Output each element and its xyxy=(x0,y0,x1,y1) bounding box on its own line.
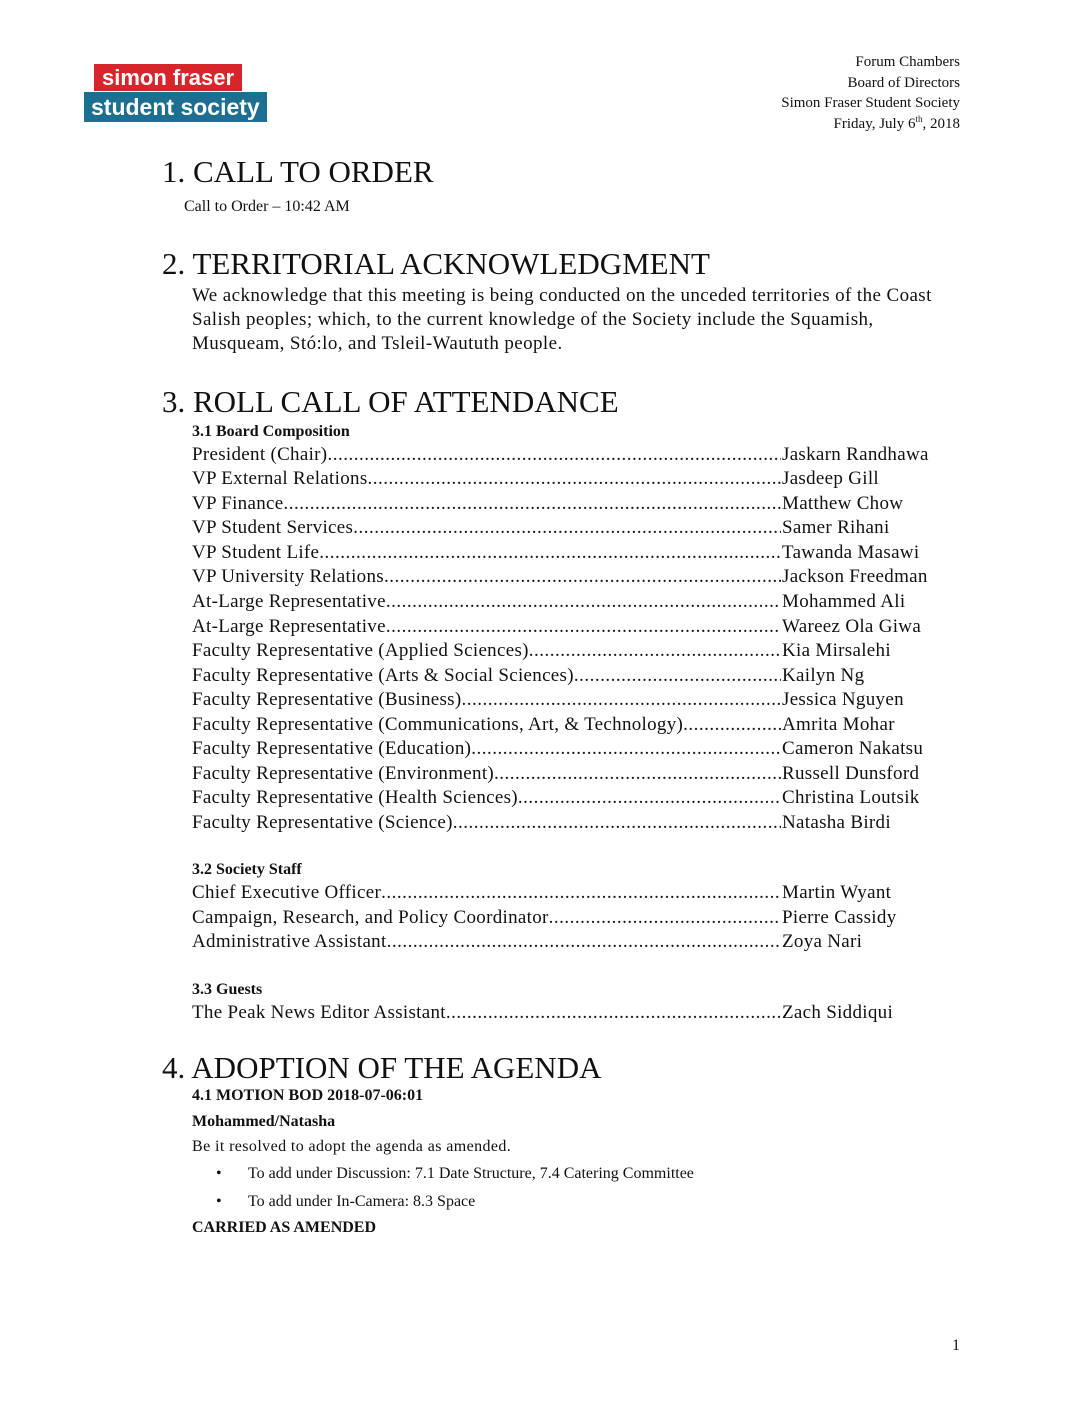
section-heading-territorial: 2. TERRITORIAL ACKNOWLEDGMENT xyxy=(162,246,710,281)
roster-name: Amrita Mohar xyxy=(782,714,895,735)
dot-leader xyxy=(353,516,781,540)
roster-name: Martin Wyant xyxy=(782,882,892,903)
roster-row xyxy=(192,786,952,810)
roster-name: Zoya Nari xyxy=(782,931,863,952)
motion-text: Be it resolved to adopt the agenda as amended. xyxy=(192,1138,512,1155)
dot-leader xyxy=(384,565,781,589)
roster-name: Jasdeep Gill xyxy=(782,468,879,489)
dot-leader xyxy=(453,811,781,835)
roster-role: Faculty Representative (Arts & Social Sciences) xyxy=(192,665,574,686)
dot-leader xyxy=(471,737,781,761)
list-item: • To add under In-Camera: 8.3 Space xyxy=(216,1188,694,1216)
roster-name: Matthew Chow xyxy=(782,493,904,514)
roster-row xyxy=(192,590,952,614)
roster-role: Faculty Representative (Health Sciences) xyxy=(192,787,518,808)
roster-role: Faculty Representative (Environment) xyxy=(192,763,495,784)
roster-row xyxy=(192,688,952,712)
roster-row xyxy=(192,467,952,491)
dot-leader xyxy=(574,664,781,688)
roster-role: VP Student Life xyxy=(192,542,320,563)
roster-name: Cameron Nakatsu xyxy=(782,738,924,759)
roster-role: Faculty Representative (Education) xyxy=(192,738,472,759)
dot-leader xyxy=(494,762,781,786)
roster-row xyxy=(192,1001,952,1025)
roster-role: Faculty Representative (Applied Sciences) xyxy=(192,640,529,661)
subheading-guests: 3.3 Guests xyxy=(192,981,263,998)
roster-row xyxy=(192,906,952,930)
dot-leader xyxy=(446,1001,781,1025)
dot-leader xyxy=(327,443,781,467)
roster-name: Mohammed Ali xyxy=(782,591,906,612)
logo-line-student-society: student society xyxy=(84,92,267,122)
roster-role: VP Finance xyxy=(192,493,284,514)
roster-row xyxy=(192,615,952,639)
roster-role: VP University Relations xyxy=(192,566,384,587)
motion-number: 4.1 MOTION BOD 2018-07-06:01 xyxy=(192,1087,424,1104)
roster-row xyxy=(192,930,952,954)
roster-name: Russell Dunsford xyxy=(782,763,920,784)
section-heading-call-to-order: 1. CALL TO ORDER xyxy=(162,154,434,189)
call-to-order-time: Call to Order – 10:42 AM xyxy=(184,198,350,215)
roster-name: Pierre Cassidy xyxy=(782,907,897,928)
roster-role: The Peak News Editor Assistant xyxy=(192,1002,446,1023)
document-header xyxy=(781,52,960,134)
roster-row xyxy=(192,492,952,516)
roster-name: Jackson Freedman xyxy=(782,566,928,587)
motion-amendments-list xyxy=(216,1160,694,1216)
roster-name: Kailyn Ng xyxy=(782,665,865,686)
roster-role: Administrative Assistant xyxy=(192,931,387,952)
roster-name: Kia Mirsalehi xyxy=(782,640,891,661)
subheading-society-staff: 3.2 Society Staff xyxy=(192,861,302,878)
roster-role: Chief Executive Officer xyxy=(192,882,382,903)
subheading-board-composition: 3.1 Board Composition xyxy=(192,423,350,440)
roster-role: At-Large Representative xyxy=(192,616,386,637)
roster-row xyxy=(192,639,952,663)
roster-role: Faculty Representative (Science) xyxy=(192,812,453,833)
dot-leader xyxy=(462,688,781,712)
roster-row xyxy=(192,811,952,835)
dot-leader xyxy=(683,713,781,737)
roster-row xyxy=(192,713,952,737)
dot-leader xyxy=(381,881,781,905)
roster-row xyxy=(192,881,952,905)
roster-row xyxy=(192,516,952,540)
list-item: • To add under Discussion: 7.1 Date Structure, 7.4 Catering Committee xyxy=(216,1160,694,1188)
territorial-acknowledgment-text: We acknowledge that this meeting is being conducted on the unceded territories of the Coast Salish peoples; which, to the current knowledge of the Society include the Squamish, Musqueam, Stó:lo, and Tsleil-Waututh people. xyxy=(192,285,932,355)
roster-name: Natasha Birdi xyxy=(782,812,891,833)
roster-role: At-Large Representative xyxy=(192,591,386,612)
roster-row xyxy=(192,541,952,565)
roster-name: Jaskarn Randhawa xyxy=(782,444,929,465)
roster-name: Zach Siddiqui xyxy=(782,1002,894,1023)
dot-leader xyxy=(529,639,781,663)
page-number: 1 xyxy=(952,1337,960,1354)
dot-leader xyxy=(387,930,781,954)
section-heading-adoption-agenda: 4. ADOPTION OF THE AGENDA xyxy=(162,1050,602,1085)
dot-leader xyxy=(319,541,781,565)
roster-role: President (Chair) xyxy=(192,444,328,465)
motion-result: CARRIED AS AMENDED xyxy=(192,1219,377,1236)
header-board: Board of Directors xyxy=(847,74,960,91)
roster-row xyxy=(192,664,952,688)
roster-name: Samer Rihani xyxy=(782,517,890,538)
roster-role: Faculty Representative (Business) xyxy=(192,689,462,710)
roster-role: Campaign, Research, and Policy Coordinator xyxy=(192,907,549,928)
dot-leader xyxy=(386,615,781,639)
section-heading-roll-call: 3. ROLL CALL OF ATTENDANCE xyxy=(162,384,619,419)
roster-row xyxy=(192,762,952,786)
roster-name: Christina Loutsik xyxy=(782,787,920,808)
roster-row xyxy=(192,737,952,761)
roster-role: Faculty Representative (Communications, Art, & Technology) xyxy=(192,714,684,735)
motion-movers: Mohammed/Natasha xyxy=(192,1113,336,1130)
roster-role: VP External Relations xyxy=(192,468,368,489)
dot-leader xyxy=(518,786,781,810)
header-date: Friday, July 6th, 2018 xyxy=(833,113,960,132)
header-society: Simon Fraser Student Society xyxy=(781,95,960,111)
roster-name: Tawanda Masawi xyxy=(782,542,920,563)
roster-name: Wareez Ola Giwa xyxy=(782,616,922,637)
logo-line-simon-fraser: simon fraser xyxy=(94,64,242,91)
roster-name: Jessica Nguyen xyxy=(782,689,904,710)
roster-row xyxy=(192,443,952,467)
header-location: Forum Chambers xyxy=(855,54,960,70)
roster-role: VP Student Services xyxy=(192,517,354,538)
dot-leader xyxy=(386,590,781,614)
dot-leader xyxy=(283,492,781,516)
dot-leader xyxy=(368,467,781,491)
dot-leader xyxy=(549,906,781,930)
roster-row xyxy=(192,565,952,589)
